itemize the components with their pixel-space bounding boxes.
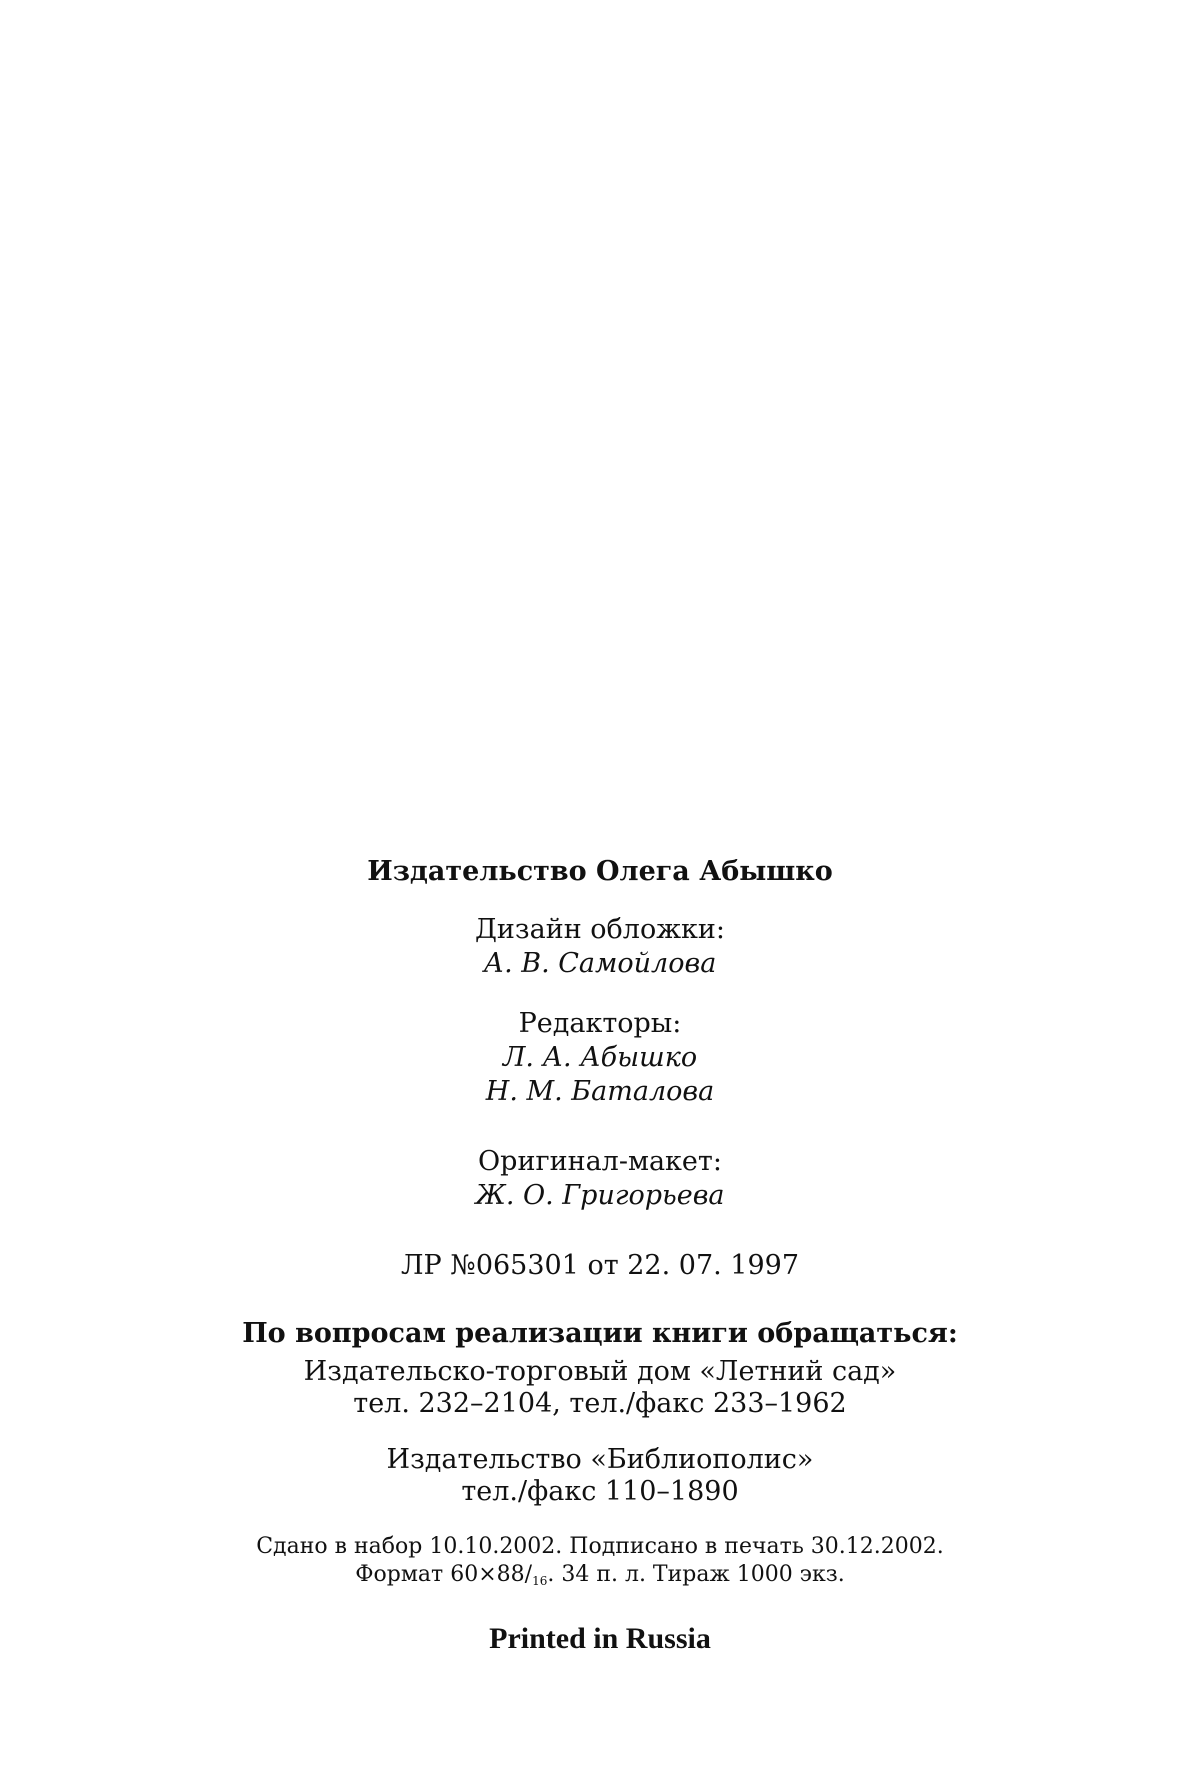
format-subscript: 16 xyxy=(532,1574,548,1588)
cover-designer-name: А. В. Самойлова xyxy=(483,948,717,979)
trade-house-phone: тел. 232–2104, тел./факс 233–1962 xyxy=(353,1388,847,1419)
layout-artist-name: Ж. О. Григорьева xyxy=(475,1180,725,1211)
print-format xyxy=(0,1564,1200,1587)
format-prefix: Формат 60×88/ xyxy=(355,1562,533,1587)
second-publisher-phone: тел./факс 110–1890 xyxy=(461,1476,739,1507)
typesetting-dates: Сдано в набор 10.10.2002. Подписано в печать 30.12.2002. xyxy=(256,1534,944,1559)
publisher-name: Издательство Олега Абышко xyxy=(367,856,833,887)
format-suffix: . 34 п. л. Тираж 1000 экз. xyxy=(547,1562,845,1587)
layout-label: Оригинал-макет: xyxy=(478,1146,722,1177)
trade-house-name: Издательско-торговый дом «Летний сад» xyxy=(303,1356,897,1387)
license-number: ЛР №065301 от 22. 07. 1997 xyxy=(400,1250,799,1281)
editor-name-2: Н. М. Баталова xyxy=(485,1076,715,1107)
second-publisher-name: Издательство «Библиополис» xyxy=(386,1444,814,1475)
editor-name-1: Л. А. Абышко xyxy=(502,1042,698,1073)
printed-in-russia: Printed in Russia xyxy=(489,1622,711,1655)
sales-heading: По вопросам реализации книги обращаться: xyxy=(242,1318,958,1349)
cover-design-label: Дизайн обложки: xyxy=(474,914,726,945)
editors-label: Редакторы: xyxy=(518,1008,682,1039)
